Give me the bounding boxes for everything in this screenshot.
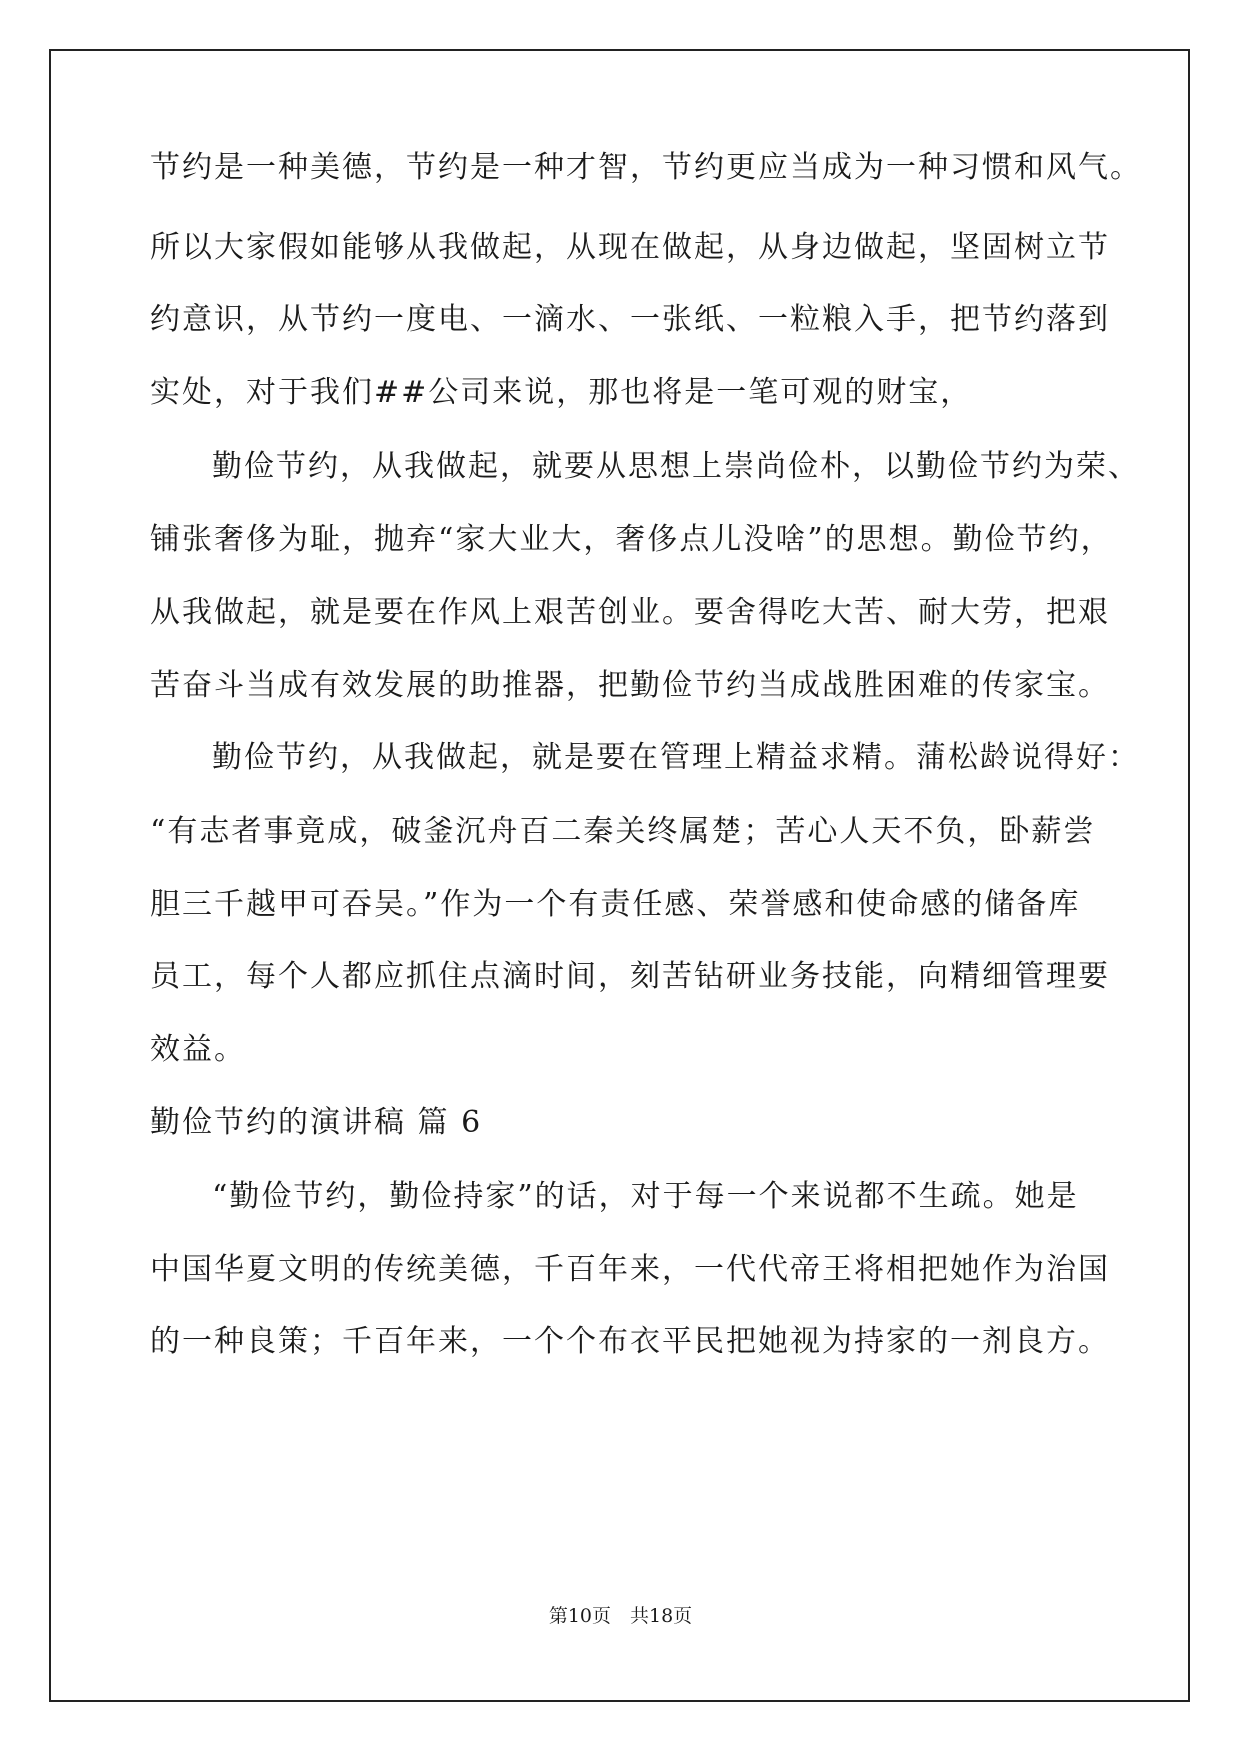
paragraph-start-line: 勤俭节约，从我做起，就是要在管理上精益求精。蒲松龄说得好： <box>212 740 1140 775</box>
text-line: “有志者事竟成，破釜沉舟百二秦关终属楚；苦心人天不负，卧薪尝 <box>150 814 1096 849</box>
text-line: 苦奋斗当成有效发展的助推器，把勤俭节约当成战胜困难的传家宝。 <box>150 668 1110 703</box>
text-line: 胆三千越甲可吞吴。”作为一个有责任感、荣誉感和使命感的储备库 <box>150 887 1081 922</box>
page-border <box>49 49 1190 1702</box>
paragraph-start-line: 勤俭节约，从我做起，就要从思想上崇尚俭朴，以勤俭节约为荣、 <box>212 449 1140 484</box>
text-line: 效益。 <box>150 1032 246 1067</box>
page-number-footer: 第10页 共18页 <box>548 1605 693 1627</box>
text-line: 的一种良策；千百年来，一个个布衣平民把她视为持家的一剂良方。 <box>150 1324 1110 1359</box>
text-line: 从我做起，就是要在作风上艰苦创业。要舍得吃大苦、耐大劳，把艰 <box>150 595 1110 630</box>
text-line: 铺张奢侈为耻，抛弃“家大业大，奢侈点儿没啥”的思想。勤俭节约， <box>150 522 1113 557</box>
text-line: 实处，对于我们##公司来说，那也将是一笔可观的财宝， <box>150 375 973 410</box>
text-line: 中国华夏文明的传统美德，千百年来，一代代帝王将相把她作为治国 <box>150 1252 1110 1287</box>
text-line: 约意识，从节约一度电、一滴水、一张纸、一粒粮入手，把节约落到 <box>150 302 1110 337</box>
text-line: 节约是一种美德，节约是一种才智，节约更应当成为一种习惯和风气。 <box>150 150 1142 185</box>
section-heading: 勤俭节约的演讲稿 篇 6 <box>150 1105 483 1140</box>
text-line: 所以大家假如能够从我做起，从现在做起，从身边做起，坚固树立节 <box>150 230 1110 265</box>
paragraph-start-line: “勤俭节约，勤俭持家”的话，对于每一个来说都不生疏。她是 <box>212 1179 1079 1214</box>
text-line: 员工，每个人都应抓住点滴时间，刻苦钻研业务技能，向精细管理要 <box>150 959 1110 994</box>
